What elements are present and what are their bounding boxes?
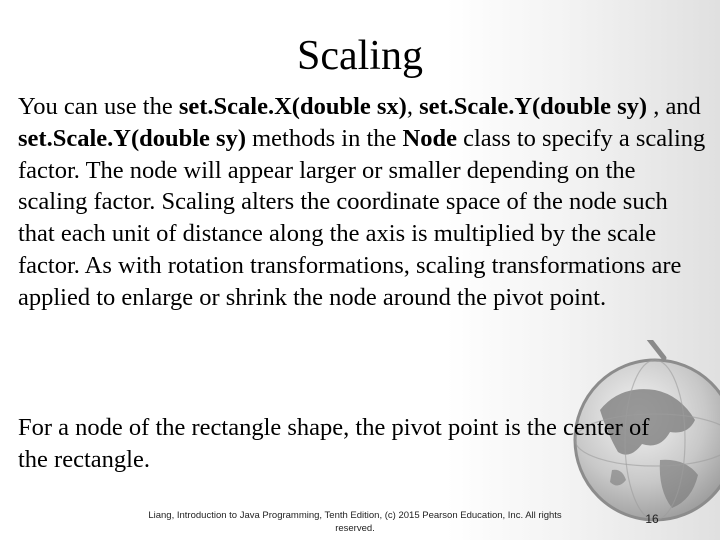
body-paragraph-1 [18, 91, 708, 314]
class-node: Node [402, 124, 457, 152]
slide-title: Scaling [297, 33, 423, 79]
footer-citation: Liang, Introduction to Java Programming, Tenth Edition, (c) 2015 Pearson Education, Inc. All rights reserved. [148, 510, 562, 534]
method-set-scale-x: set.Scale.X(double sx) [178, 93, 407, 120]
text-run: methods in the [245, 124, 403, 152]
method-set-scale-y: set.Scale.Y(double sy) [419, 93, 648, 120]
body-paragraph-2: For a node of the rectangle shape, the pivot point is the center of the rectangle. [18, 414, 650, 473]
page-number: 16 [645, 512, 659, 526]
text-run: class to specify a scaling factor. The node will appear larger or smaller depending on the scaling factor. Scaling alters the coordinate space of the node such that each unit of distance along the axis is multiplied by the scale factor. As with rotation transformations, scaling transformations are applied to enlarge or shrink the node around the pivot point. [18, 124, 706, 311]
text-run: You can use the [18, 93, 179, 120]
method-set-scale-y-repeat: set.Scale.Y(double sy) [18, 124, 246, 152]
text-run: , [406, 93, 420, 120]
text-run: , and [647, 93, 701, 120]
